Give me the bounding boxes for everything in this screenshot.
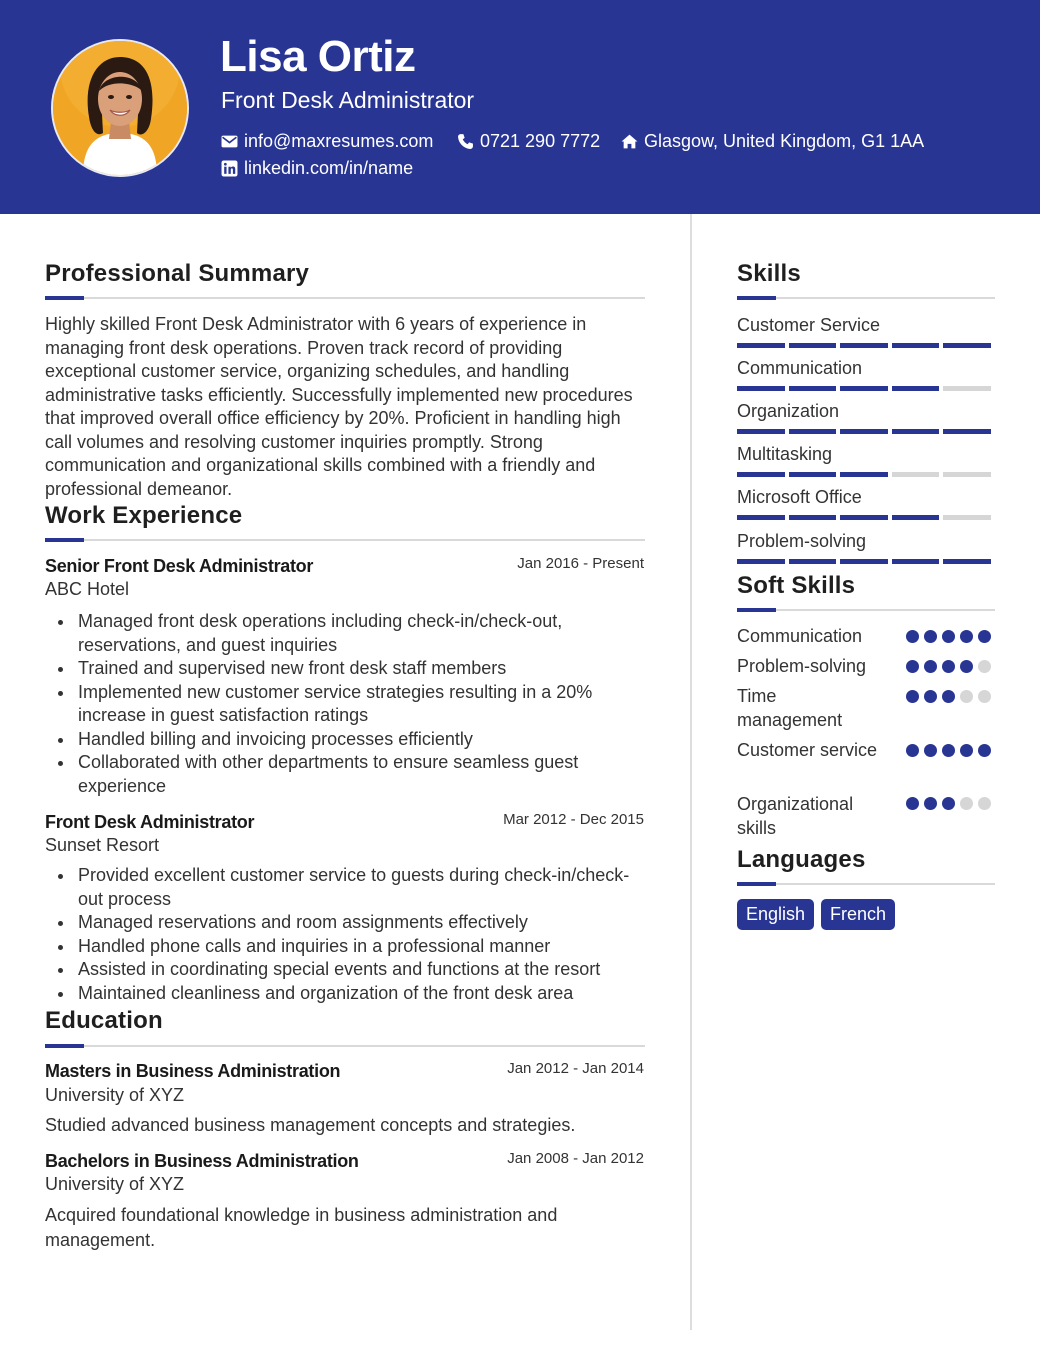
skill-level-segment (892, 386, 940, 391)
soft-skill-name: Time management (737, 686, 843, 730)
rating-dot (942, 690, 955, 703)
column-divider (690, 214, 692, 1330)
rating-dot (978, 797, 991, 810)
skill-level-bar (737, 343, 991, 348)
skill-level-bar (737, 515, 991, 520)
summary-text: Highly skilled Front Desk Administrator with 6 years of experience in managing front desk operations. Proven track record of providing exceptional customer service, organizing schedules, and handling administrative tasks efficiently. Successfully implemented new procedures that improved overall office efficiency by 20%. Proficient in handling high call volumes and resolving customer inquiries promptly. Strong communication and organizational skills combined with a friendly and professional demeanor. (45, 314, 633, 499)
skill-level-segment (892, 429, 940, 434)
rating-dot (906, 744, 919, 757)
skill-level-segment (789, 515, 837, 520)
soft-skills-rule (737, 609, 995, 611)
skill-level-segment (943, 472, 991, 477)
soft-skill-rating (906, 630, 991, 643)
experience-rule (45, 539, 645, 541)
language-tag: French (821, 899, 895, 930)
skill-level-segment (737, 515, 785, 520)
profile-photo (51, 39, 189, 177)
profile-photo-image (53, 41, 187, 175)
skill-level-segment (840, 386, 888, 391)
skill-level-segment (789, 472, 837, 477)
list-item: Handled billing and invoicing processes efficiently (45, 728, 650, 752)
skill-level-segment (789, 429, 837, 434)
job-company: ABC Hotel (45, 579, 130, 599)
contact-linkedin-text: linkedin.com/in/name (244, 158, 414, 178)
list-item: Assisted in coordinating special events and functions at the resort (45, 958, 650, 982)
degree-title: Bachelors in Business Administration (45, 1151, 359, 1171)
contact-address (621, 130, 924, 152)
rating-dot (906, 630, 919, 643)
skill-level-bar (737, 386, 991, 391)
skill-level-segment (840, 343, 888, 348)
soft-skill-name: Communication (737, 626, 863, 646)
soft-skill-rating (906, 690, 991, 703)
soft-skill-name: Customer service (737, 740, 878, 760)
contact-phone-text: 0721 290 7772 (480, 131, 601, 151)
job-company: Sunset Resort (45, 835, 160, 855)
skill-name: Microsoft Office (737, 487, 862, 507)
degree-dates: Jan 2008 - Jan 2012 (507, 1150, 644, 1167)
skill-level-segment (943, 343, 991, 348)
skill-level-segment (840, 429, 888, 434)
skill-level-segment (737, 429, 785, 434)
job-title: Front Desk Administrator (45, 812, 255, 832)
rating-dot (906, 797, 919, 810)
contact-phone[interactable] (457, 130, 600, 152)
rating-dot (924, 744, 937, 757)
home-icon (621, 133, 638, 150)
job-title: Senior Front Desk Administrator (45, 556, 314, 576)
contact-linkedin[interactable] (221, 157, 413, 179)
skill-level-segment (892, 472, 940, 477)
contact-email[interactable] (221, 130, 433, 152)
soft-skill-rating (906, 660, 991, 673)
skill-level-segment (737, 472, 785, 477)
skill-level-segment (892, 559, 940, 564)
contact-address-text: Glasgow, United Kingdom, G1 1AA (644, 131, 925, 151)
skills-rule (737, 297, 995, 299)
skill-level-segment (840, 515, 888, 520)
list-item: Managed reservations and room assignments effectively (45, 911, 650, 935)
languages-rule (737, 883, 995, 885)
candidate-title: Front Desk Administrator (221, 87, 475, 113)
skill-level-segment (737, 343, 785, 348)
rating-dot (924, 797, 937, 810)
soft-skills-heading: Soft Skills (737, 572, 856, 599)
rating-dot (978, 660, 991, 673)
school-name: University of XYZ (45, 1085, 185, 1105)
list-item: Managed front desk operations including check-in/check-out, reservations, and guest inquiries (45, 610, 650, 657)
rating-dot (978, 630, 991, 643)
skill-level-segment (892, 515, 940, 520)
soft-skill-name: Problem-solving (737, 656, 867, 676)
rating-dot (960, 797, 973, 810)
degree-description: Studied advanced business management concepts and strategies. (45, 1115, 576, 1135)
skill-level-segment (789, 386, 837, 391)
degree-description: Acquired foundational knowledge in business administration and management. (45, 1205, 558, 1250)
rating-dot (960, 630, 973, 643)
rating-dot (978, 744, 991, 757)
rating-dot (924, 630, 937, 643)
languages-heading: Languages (737, 846, 866, 873)
experience-heading: Work Experience (45, 502, 243, 529)
skill-level-bar (737, 429, 991, 434)
skill-level-segment (789, 343, 837, 348)
list-item: Implemented new customer service strategies resulting in a 20% increase in guest satisfaction ratings (45, 681, 650, 728)
language-tags (737, 899, 895, 930)
list-item: Trained and supervised new front desk staff members (45, 657, 650, 681)
job-bullets (45, 610, 650, 798)
list-item: Collaborated with other departments to ensure seamless guest experience (45, 751, 650, 798)
skill-name: Customer Service (737, 315, 881, 335)
job-bullets (45, 864, 650, 1005)
list-item: Handled phone calls and inquiries in a professional manner (45, 935, 650, 959)
language-tag: English (737, 899, 814, 930)
candidate-name: Lisa Ortiz (220, 32, 416, 81)
soft-skill-rating (906, 797, 991, 810)
rating-dot (978, 690, 991, 703)
degree-dates: Jan 2012 - Jan 2014 (507, 1060, 644, 1077)
skill-level-segment (840, 559, 888, 564)
skills-heading: Skills (737, 260, 801, 287)
soft-skill-rating (906, 744, 991, 757)
school-name: University of XYZ (45, 1174, 185, 1194)
rating-dot (924, 660, 937, 673)
skill-level-segment (943, 559, 991, 564)
job-dates: Mar 2012 - Dec 2015 (503, 811, 644, 828)
skill-level-segment (943, 515, 991, 520)
envelope-icon (221, 133, 238, 150)
rating-dot (906, 690, 919, 703)
rating-dot (942, 660, 955, 673)
rating-dot (942, 630, 955, 643)
summary-heading: Professional Summary (45, 260, 310, 287)
skill-level-bar (737, 559, 991, 564)
contact-email-text: info@maxresumes.com (244, 131, 434, 151)
phone-icon (457, 133, 474, 150)
degree-title: Masters in Business Administration (45, 1061, 341, 1081)
list-item: Maintained cleanliness and organization of the front desk area (45, 982, 650, 1006)
rating-dot (906, 660, 919, 673)
skill-level-segment (943, 429, 991, 434)
skill-level-segment (892, 343, 940, 348)
rating-dot (942, 744, 955, 757)
rating-dot (960, 690, 973, 703)
skill-level-segment (840, 472, 888, 477)
skill-name: Communication (737, 358, 863, 378)
rating-dot (960, 660, 973, 673)
education-rule (45, 1045, 645, 1047)
skill-level-bar (737, 472, 991, 477)
skill-level-segment (943, 386, 991, 391)
rating-dot (924, 690, 937, 703)
skill-name: Organization (737, 401, 840, 421)
summary-rule (45, 297, 645, 299)
rating-dot (942, 797, 955, 810)
skill-level-segment (737, 559, 785, 564)
education-heading: Education (45, 1007, 163, 1034)
soft-skill-name: Organizational skills (737, 794, 854, 838)
job-dates: Jan 2016 - Present (517, 555, 644, 572)
resume-header (0, 0, 1040, 214)
list-item: Provided excellent customer service to guests during check-in/check-out process (45, 864, 650, 911)
skill-level-segment (737, 386, 785, 391)
linkedin-icon (221, 160, 238, 177)
skill-level-segment (789, 559, 837, 564)
skill-name: Problem-solving (737, 531, 867, 551)
rating-dot (960, 744, 973, 757)
skill-name: Multitasking (737, 444, 833, 464)
